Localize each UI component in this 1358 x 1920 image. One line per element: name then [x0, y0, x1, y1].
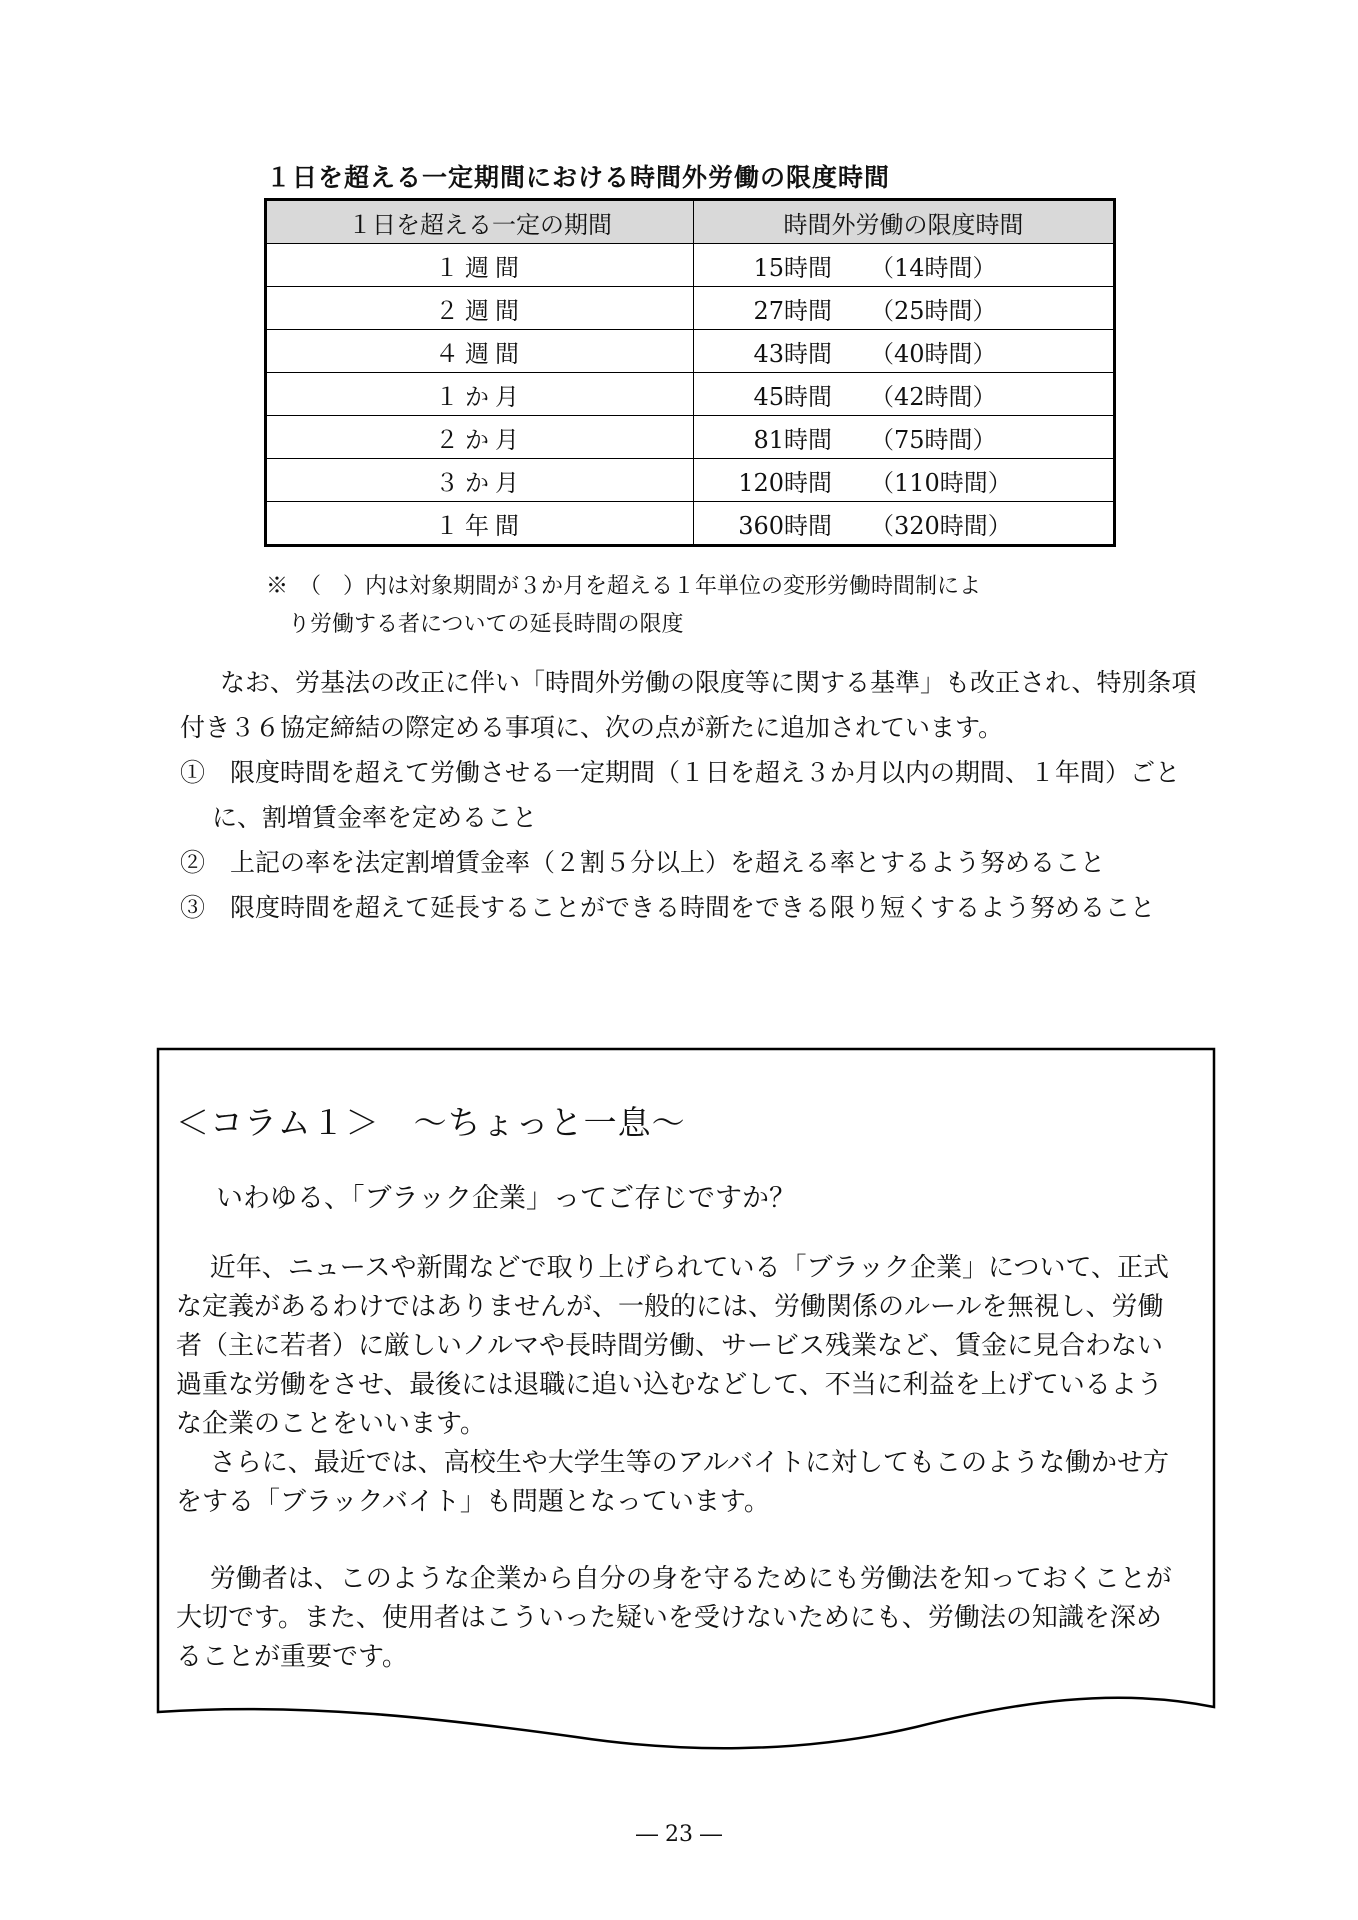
hours-value: 81時間 [753, 425, 832, 454]
hours-value: 43時間 [753, 339, 832, 368]
table-footnote [266, 568, 1126, 644]
table-row [266, 287, 1115, 330]
table-title: １日を超える一定期間における時間外労働の限度時間 [266, 163, 891, 192]
hours-cell [694, 287, 1115, 330]
header-period: １日を超える一定の期間 [266, 200, 694, 244]
hours-cell [694, 330, 1115, 373]
table-header-row [266, 200, 1115, 244]
column-title: ＜コラム１＞ ～ちょっと一息～ [176, 1103, 686, 1142]
hours-variant-value: （25時間） [870, 296, 997, 325]
hours-variant-value: （320時間） [870, 511, 1012, 540]
hours-variant-value: （110時間） [870, 468, 1012, 497]
table-row [266, 244, 1115, 287]
list-item: ③ 限度時間を超えて延長することができる時間をできる限り短くするよう努めること [180, 893, 1156, 922]
column-paragraph: さらに、最近では、高校生や大学生等のアルバイトに対してもこのような働かせ方をする「ブラックバイト」も問題となっています。 [176, 1448, 1169, 1517]
hours-value: 27時間 [753, 296, 832, 325]
hours-cell [694, 244, 1115, 287]
footnote-line-1: ※ （ ）内は対象期間が３か月を超える１年単位の変形労働時間制によ [266, 574, 982, 599]
intro-paragraph: なお、労基法の改正に伴い「時間外労働の限度等に関する基準」も改正され、特別条項付き３６協定締結の際定める事項に、次の点が新たに追加されています。 [180, 668, 1197, 742]
hours-variant-value: （75時間） [870, 425, 997, 454]
period-cell: １週間 [266, 244, 694, 287]
table-row [266, 416, 1115, 459]
column-paragraph: 近年、ニュースや新聞などで取り上げられている「ブラック企業」について、正式な定義があるわけではありませんが、一般的には、労働関係のルールを無視し、労働者（主に若者）に厳しいノルマや長時間労働、サービス残業など、賃金に見合わない過重な労働をさせ、最後には退職に追い込むなどして、不当に利益を上げているような企業のことをいいます。 [176, 1253, 1169, 1439]
list-item: ① 限度時間を超えて労働させる一定期間（１日を超え３か月以内の期間、１年間）ごとに、割増賃金率を定めること [180, 758, 1181, 832]
column-box [156, 1047, 1216, 1757]
list-item: ② 上記の率を法定割増賃金率（２割５分以上）を超える率とするよう努めること [180, 848, 1106, 877]
period-cell: ４週間 [266, 330, 694, 373]
hours-value: 360時間 [738, 511, 832, 540]
table-row [266, 502, 1115, 546]
hours-variant-value: （14時間） [870, 253, 997, 282]
page-number: ― 23 ― [636, 1822, 722, 1847]
period-cell: １年間 [266, 502, 694, 546]
hours-variant-value: （40時間） [870, 339, 997, 368]
hours-value: 120時間 [738, 468, 832, 497]
table-row [266, 373, 1115, 416]
hours-cell [694, 459, 1115, 502]
table-row [266, 459, 1115, 502]
footnote-line-2: り労働する者についての延長時間の限度 [288, 612, 684, 637]
column-content [176, 1097, 1176, 1677]
body-text [180, 660, 1220, 930]
table-row [266, 330, 1115, 373]
period-cell: １か月 [266, 373, 694, 416]
period-cell: ２か月 [266, 416, 694, 459]
hours-value: 45時間 [753, 382, 832, 411]
hours-value: 15時間 [753, 253, 832, 282]
overtime-limit-table [264, 198, 1116, 547]
period-cell: ２週間 [266, 287, 694, 330]
period-cell: ３か月 [266, 459, 694, 502]
hours-cell [694, 502, 1115, 546]
column-question: いわゆる、「ブラック企業」ってご存じですか？ [216, 1183, 796, 1214]
hours-cell [694, 373, 1115, 416]
hours-variant-value: （42時間） [870, 382, 997, 411]
column-paragraph: 労働者は、このような企業から自分の身を守るためにも労働法を知っておくことが大切です。また、使用者はこういった疑いを受けないためにも、労働法の知識を深めることが重要です。 [176, 1564, 1172, 1672]
header-limit-hours: 時間外労働の限度時間 [694, 200, 1115, 244]
hours-cell [694, 416, 1115, 459]
